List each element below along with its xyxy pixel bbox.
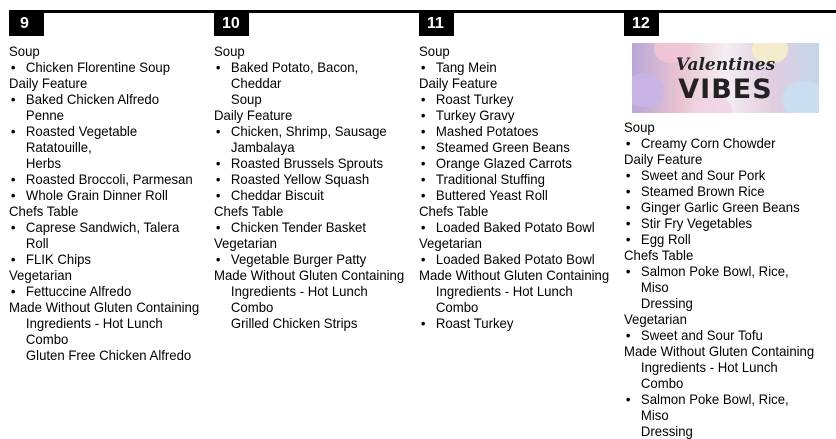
menu-item: • Caprese Sandwich, Talera Roll <box>10 219 180 251</box>
banner-title-valentines: Valentines <box>675 55 776 75</box>
menu-item: • Creamy Corn Chowder <box>625 135 776 151</box>
menu-item: • Baked Potato, Bacon, Cheddar <box>215 59 359 91</box>
menu-list <box>419 43 610 331</box>
bullet-icon: • <box>625 215 631 231</box>
bullet-icon: • <box>10 123 16 139</box>
menu-item: • Egg Roll <box>625 231 691 247</box>
banner-title-vibes: VIBES <box>678 74 773 105</box>
category-soup: Soup <box>214 43 245 59</box>
menu-item-continuation: Ingredients - Hot Lunch Combo <box>640 359 778 391</box>
bullet-icon: • <box>10 187 16 203</box>
day-column-9 <box>9 10 209 363</box>
category-vegetarian: Vegetarian <box>9 267 72 283</box>
menu-item: • Chicken, Shrimp, Sausage <box>215 123 387 139</box>
menu-list <box>624 119 815 439</box>
category-soup: Soup <box>624 119 655 135</box>
category-daily-feature: Daily Feature <box>214 107 293 123</box>
bullet-icon: • <box>215 187 221 203</box>
category-daily-feature: Daily Feature <box>419 75 498 91</box>
menu-item: • Tang Mein <box>420 59 497 75</box>
menu-item-continuation: Herbs <box>25 155 62 171</box>
menu-item-continuation: Ingredients - Hot Lunch Combo <box>230 283 368 315</box>
menu-item: • Buttered Yeast Roll <box>420 187 548 203</box>
category-vegetarian: Vegetarian <box>624 311 687 327</box>
bullet-icon: • <box>625 167 631 183</box>
bullet-icon: • <box>420 171 426 187</box>
bullet-icon: • <box>215 219 221 235</box>
bullet-icon: • <box>420 315 426 331</box>
bullet-icon: • <box>420 251 426 267</box>
menu-item: • Chicken Tender Basket <box>215 219 367 235</box>
category-gluten-free: Made Without Gluten Containing <box>624 343 815 359</box>
category-chefs-table: Chefs Table <box>9 203 79 219</box>
bullet-icon: • <box>215 251 221 267</box>
menu-item: • Loaded Baked Potato Bowl <box>420 219 595 235</box>
menu-item: • Sweet and Sour Tofu <box>625 327 763 343</box>
category-gluten-free: Made Without Gluten Containing <box>214 267 405 283</box>
bullet-icon: • <box>625 135 631 151</box>
menu-item-continuation: Gluten Free Chicken Alfredo <box>25 347 192 363</box>
menu-item: • Chicken Florentine Soup <box>10 59 171 75</box>
bullet-icon: • <box>10 219 16 235</box>
category-chefs-table: Chefs Table <box>214 203 284 219</box>
menu-item-continuation: Ingredients - Hot Lunch Combo <box>435 283 573 315</box>
menu-item-continuation: Soup <box>230 91 262 107</box>
menu-item: • Turkey Gravy <box>420 107 515 123</box>
menu-item: • Roast Turkey <box>420 91 514 107</box>
menu-item: • Salmon Poke Bowl, Rice, Miso <box>625 263 789 295</box>
menu-item: • Salmon Poke Bowl, Rice, Miso <box>625 391 789 423</box>
menu-item: • Roasted Brussels Sprouts <box>215 155 384 171</box>
menu-item: • Roast Turkey <box>420 315 514 331</box>
menu-item: • Roasted Vegetable Ratatouille, <box>10 123 138 155</box>
bullet-icon: • <box>625 183 631 199</box>
bullet-icon: • <box>10 283 16 299</box>
menu-item-continuation: Dressing <box>640 295 693 311</box>
day-column-12 <box>624 10 824 439</box>
menu-item: • Mashed Potatoes <box>420 123 539 139</box>
bullet-icon: • <box>420 91 426 107</box>
bullet-icon: • <box>625 391 631 407</box>
menu-item: • FLIK Chips <box>10 251 92 267</box>
menu-item: • Traditional Stuffing <box>420 171 545 187</box>
menu-item: • Roasted Yellow Squash <box>215 171 370 187</box>
bullet-icon: • <box>10 91 16 107</box>
menu-item: • Whole Grain Dinner Roll <box>10 187 168 203</box>
day-column-11 <box>419 10 619 331</box>
menu-item: • Orange Glazed Carrots <box>420 155 572 171</box>
bullet-icon: • <box>10 59 16 75</box>
menu-item: • Sweet and Sour Pork <box>625 167 766 183</box>
menu-item: • Steamed Green Beans <box>420 139 570 155</box>
bullet-icon: • <box>420 123 426 139</box>
bullet-icon: • <box>215 123 221 139</box>
category-soup: Soup <box>419 43 450 59</box>
bullet-icon: • <box>625 231 631 247</box>
day-number: 12 <box>624 10 659 36</box>
bullet-icon: • <box>420 187 426 203</box>
bullet-icon: • <box>10 171 16 187</box>
bullet-icon: • <box>10 251 16 267</box>
day-number: 10 <box>214 10 249 36</box>
day-column-10 <box>214 10 414 331</box>
bullet-icon: • <box>420 107 426 123</box>
bullet-icon: • <box>625 327 631 343</box>
menu-item-continuation: Dressing <box>640 423 693 439</box>
bullet-icon: • <box>420 219 426 235</box>
bullet-icon: • <box>215 155 221 171</box>
menu-item: • Baked Chicken Alfredo Penne <box>10 91 160 123</box>
day-number: 9 <box>9 10 44 36</box>
category-vegetarian: Vegetarian <box>214 235 277 251</box>
menu-item: • Vegetable Burger Patty <box>215 251 367 267</box>
category-soup: Soup <box>9 43 40 59</box>
category-gluten-free: Made Without Gluten Containing <box>419 267 610 283</box>
menu-list <box>9 43 200 363</box>
day-number: 11 <box>419 10 454 36</box>
bullet-icon: • <box>420 59 426 75</box>
bullet-icon: • <box>215 59 221 75</box>
menu-item-continuation: Ingredients - Hot Lunch Combo <box>25 315 163 347</box>
bullet-icon: • <box>625 199 631 215</box>
menu-item: • Ginger Garlic Green Beans <box>625 199 800 215</box>
menu-item-continuation: Grilled Chicken Strips <box>230 315 358 331</box>
menu-item: • Steamed Brown Rice <box>625 183 765 199</box>
bullet-icon: • <box>215 171 221 187</box>
menu-item: • Roasted Broccoli, Parmesan <box>10 171 193 187</box>
bullet-icon: • <box>420 139 426 155</box>
category-gluten-free: Made Without Gluten Containing <box>9 299 200 315</box>
bullet-icon: • <box>420 155 426 171</box>
valentines-banner-image <box>632 43 819 113</box>
menu-item: • Cheddar Biscuit <box>215 187 324 203</box>
menu-item-continuation: Jambalaya <box>230 139 295 155</box>
category-chefs-table: Chefs Table <box>624 247 694 263</box>
category-daily-feature: Daily Feature <box>9 75 88 91</box>
category-chefs-table: Chefs Table <box>419 203 489 219</box>
bullet-icon: • <box>625 263 631 279</box>
category-daily-feature: Daily Feature <box>624 151 703 167</box>
menu-item: • Loaded Baked Potato Bowl <box>420 251 595 267</box>
menu-item: • Stir Fry Vegetables <box>625 215 753 231</box>
category-vegetarian: Vegetarian <box>419 235 482 251</box>
menu-list <box>214 43 405 331</box>
menu-item: • Fettuccine Alfredo <box>10 283 132 299</box>
